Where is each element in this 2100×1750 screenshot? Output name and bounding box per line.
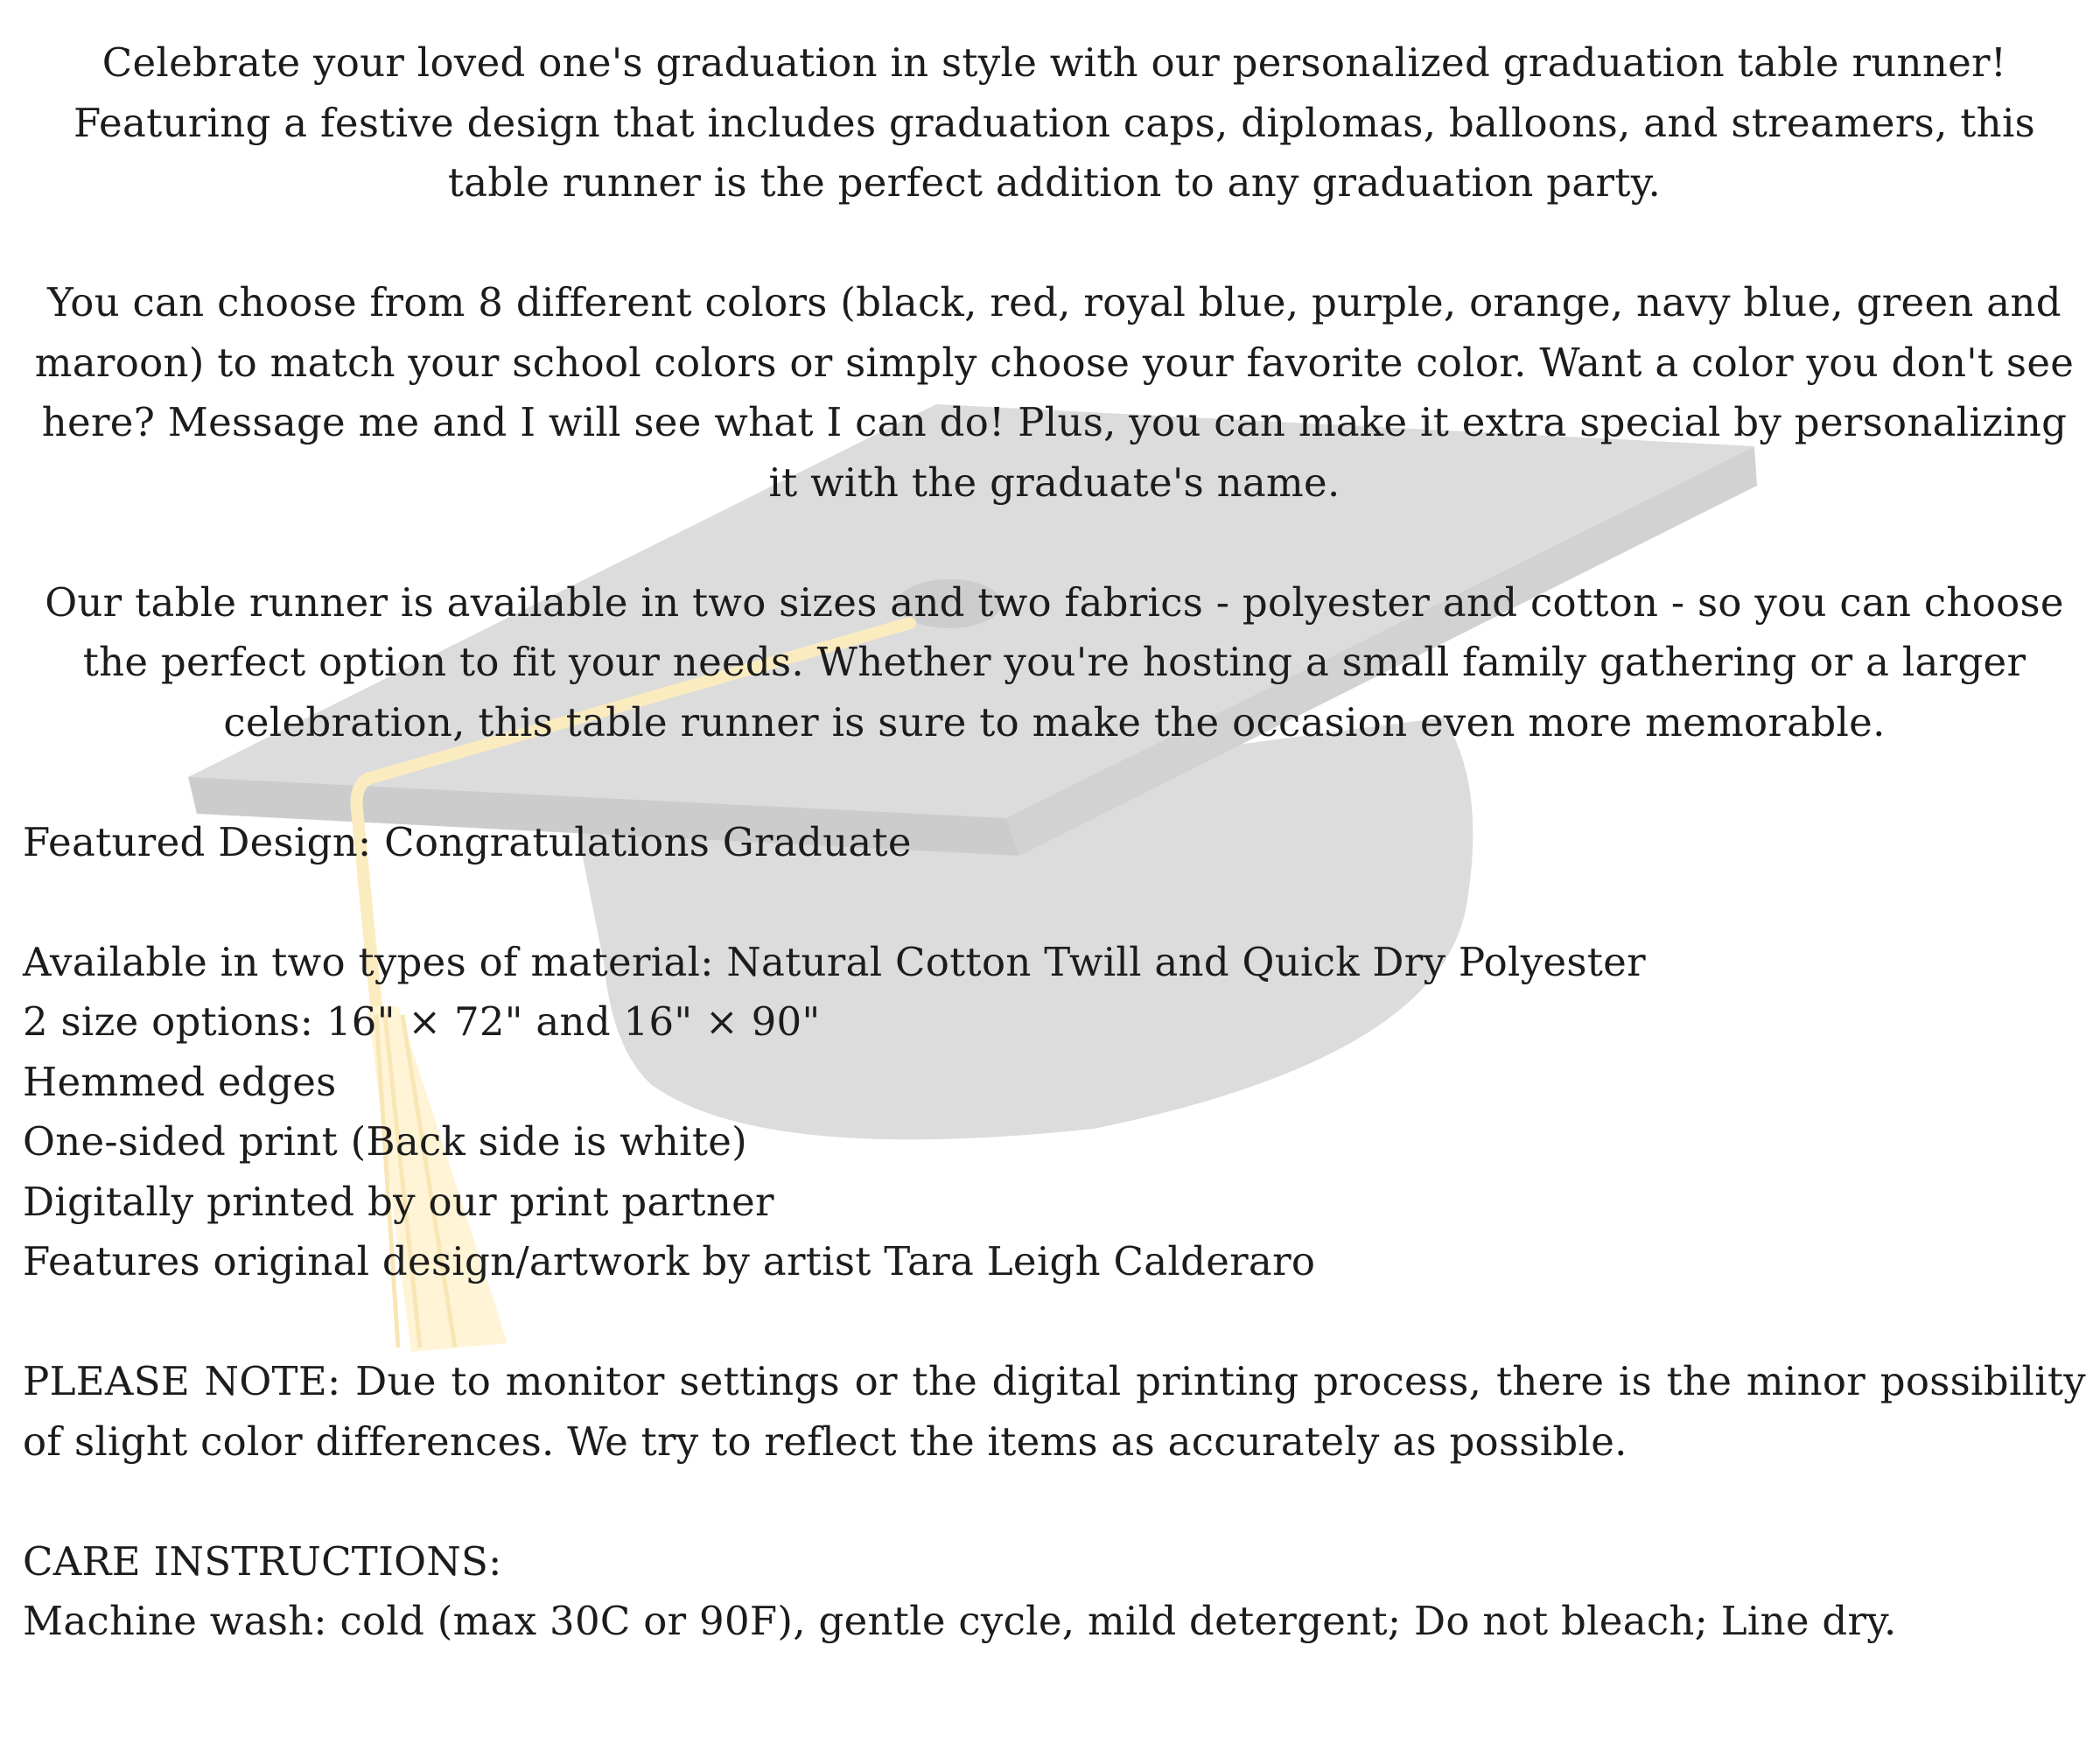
feature-item: Digitally printed by our print partner	[23, 1178, 774, 1225]
feature-item: One-sided print (Back side is white)	[23, 1118, 748, 1165]
care-heading: CARE INSTRUCTIONS:	[23, 1537, 502, 1585]
please-note: PLEASE NOTE: Due to monitor settings or the digital printing process, there is the minor possibility of slight color differences. We try to reflect the items as accurately as possible.	[23, 1358, 2086, 1465]
care-instructions	[23, 1532, 2086, 1652]
feature-item: Features original design/artwork by artist Tara Leigh Calderaro	[23, 1238, 1316, 1284]
care-text: Machine wash: cold (max 30C or 90F), gentle cycle, mild detergent; Do not bleach; Line dry.	[23, 1598, 1897, 1644]
feature-list	[23, 933, 2086, 1292]
feature-item: 2 size options: 16" × 72" and 16" × 90"	[23, 998, 821, 1045]
feature-item: Available in two types of material: Natural Cotton Twill and Quick Dry Polyester	[23, 938, 1646, 985]
intro-paragraph-3: Our table runner is available in two sizes and two fabrics - polyester and cotton - so you can choose the perfect option to fit your needs. Whether you're hosting a small family gathering or a larger celebration, this table runner is sure to make the occasion even more memorable.	[45, 578, 2064, 746]
intro-paragraph-2: You can choose from 8 different colors (black, red, royal blue, purple, orange, navy blue, green and maroon) to match your school colors or simply choose your favorite color. Want a color you don't see here? Message me and I will see what I can do! Plus, you can make it extra special by personalizing it with the graduate's name.	[34, 279, 2075, 506]
product-description	[23, 33, 2086, 1652]
intro-paragraph-1: Celebrate your loved one's graduation in style with our personalized graduation table runner! Featuring a festive design that includes graduation caps, diplomas, balloons, and streamers, this table runner is the perfect addition to any graduation party.	[73, 39, 2036, 206]
featured-design: Featured Design: Congratulations Graduate	[23, 818, 912, 865]
feature-item: Hemmed edges	[23, 1058, 337, 1105]
